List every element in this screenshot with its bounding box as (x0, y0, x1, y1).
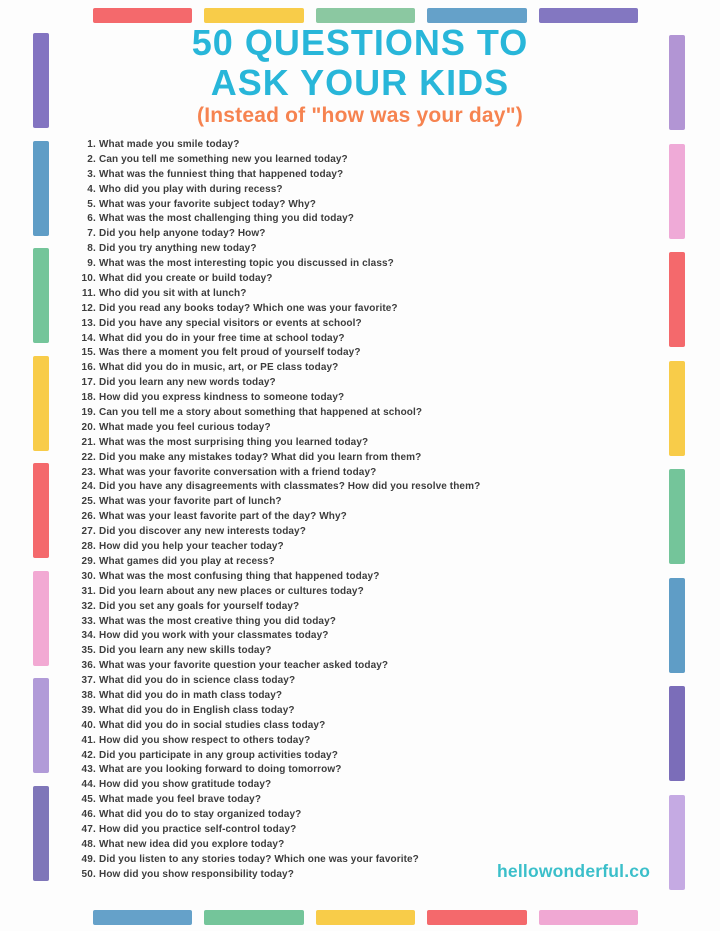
question-number: 9. (87, 258, 96, 270)
question-text: Did you learn about any new places or cultures today? (99, 585, 364, 597)
question-text: What games did you play at recess? (99, 555, 275, 567)
border-bar (316, 910, 415, 925)
list-item (70, 184, 650, 199)
question-number: 10. (81, 273, 96, 285)
border-block (669, 578, 685, 673)
list-item (70, 347, 650, 362)
list-item (70, 720, 650, 735)
question-text: Did you try anything new today? (99, 243, 257, 255)
question-text: Did you have any special visitors or events at school? (99, 317, 362, 329)
question-number: 28. (81, 541, 96, 553)
question-number: 8. (87, 243, 96, 255)
border-bar (539, 910, 638, 925)
question-text: Who did you sit with at lunch? (99, 287, 247, 299)
question-number: 22. (81, 451, 96, 463)
border-block (669, 469, 685, 564)
question-text: Did you set any goals for yourself today? (99, 600, 300, 612)
list-item (70, 481, 650, 496)
question-number: 36. (81, 660, 96, 672)
question-number: 42. (81, 749, 96, 761)
question-text: What was the funniest thing that happened today? (99, 168, 344, 180)
question-text: Did you discover any new interests today? (99, 526, 306, 538)
list-item (70, 228, 650, 243)
question-number: 49. (81, 853, 96, 865)
list-item (70, 735, 650, 750)
list-item (70, 630, 650, 645)
left-border-blocks (33, 33, 49, 881)
question-text: How did you express kindness to someone today? (99, 392, 345, 404)
question-number: 39. (81, 704, 96, 716)
question-number: 7. (87, 228, 96, 240)
list-item (70, 705, 650, 720)
list-item (70, 169, 650, 184)
border-bar (93, 8, 192, 23)
question-number: 38. (81, 689, 96, 701)
question-number: 17. (81, 377, 96, 389)
question-text: How did you work with your classmates today? (99, 630, 329, 642)
question-text: Did you help anyone today? How? (99, 228, 266, 240)
question-text: How did you help your teacher today? (99, 541, 284, 553)
question-number: 18. (81, 392, 96, 404)
right-border-blocks (669, 35, 685, 890)
question-number: 31. (81, 585, 96, 597)
question-text: Did you read any books today? Which one was your favorite? (99, 302, 398, 314)
question-text: How did you show gratitude today? (99, 779, 272, 791)
question-number: 24. (81, 481, 96, 493)
question-number: 11. (82, 287, 96, 299)
list-item (70, 213, 650, 228)
list-item (70, 467, 650, 482)
question-text: What did you do in English class today? (99, 704, 295, 716)
question-text: How did you show responsibility today? (99, 868, 294, 880)
page-subtitle: (Instead of "how was your day") (197, 104, 523, 127)
question-text: What are you looking forward to doing tomorrow? (99, 764, 342, 776)
question-text: How did you show respect to others today? (99, 734, 311, 746)
page-title (0, 23, 720, 103)
question-number: 3. (87, 168, 96, 180)
question-number: 26. (81, 511, 96, 523)
list-item (70, 660, 650, 675)
question-number: 2. (87, 153, 96, 165)
question-text: What made you smile today? (99, 139, 240, 150)
border-bar (204, 8, 303, 23)
border-bar (316, 8, 415, 23)
question-text: Did you participate in any group activities today? (99, 749, 338, 761)
question-number: 47. (81, 823, 96, 835)
page-title-line-2: ASK YOUR KIDS (210, 62, 510, 103)
list-item (70, 407, 650, 422)
list-item (70, 779, 650, 794)
list-item (70, 333, 650, 348)
question-text: What was your favorite part of lunch? (99, 496, 282, 508)
question-number: 6. (87, 213, 96, 225)
question-number: 12. (81, 302, 96, 314)
question-text: What was the most surprising thing you learned today? (99, 436, 369, 448)
list-item (70, 496, 650, 511)
list-item (70, 839, 650, 854)
question-number: 23. (81, 466, 96, 478)
question-list (70, 139, 650, 884)
list-item (70, 511, 650, 526)
list-item (70, 601, 650, 616)
question-text: Was there a moment you felt proud of yourself today? (99, 347, 361, 359)
question-number: 13. (81, 317, 96, 329)
border-block (669, 144, 685, 239)
list-item (70, 377, 650, 392)
list-item (70, 199, 650, 214)
question-text: What made you feel brave today? (99, 794, 262, 806)
question-text: What was your favorite subject today? Why? (99, 198, 317, 210)
list-item (70, 690, 650, 705)
list-item (70, 809, 650, 824)
question-number: 34. (81, 630, 96, 642)
question-text: What was the most interesting topic you discussed in class? (99, 258, 394, 270)
list-item (70, 571, 650, 586)
bottom-border-bars (93, 910, 638, 925)
list-item (70, 526, 650, 541)
question-number: 50. (81, 868, 96, 880)
question-number: 48. (81, 838, 96, 850)
question-text: What was your favorite question your teacher asked today? (99, 660, 389, 672)
list-item (70, 586, 650, 601)
list-item (70, 616, 650, 631)
border-block (33, 678, 49, 773)
question-number: 19. (81, 407, 96, 419)
question-number: 16. (81, 362, 96, 374)
question-text: What was the most confusing thing that happened today? (99, 570, 380, 582)
list-item (70, 541, 650, 556)
border-block (33, 571, 49, 666)
question-number: 43. (81, 764, 96, 776)
question-number: 41. (81, 734, 96, 746)
question-number: 35. (81, 645, 96, 657)
question-text: Did you learn any new words today? (99, 377, 276, 389)
question-number: 1. (87, 139, 96, 150)
question-text: Did you make any mistakes today? What did you learn from them? (99, 451, 422, 463)
question-number: 21. (81, 436, 96, 448)
border-block (669, 361, 685, 456)
question-number: 33. (81, 615, 96, 627)
list-item (70, 645, 650, 660)
question-number: 37. (81, 675, 96, 687)
list-item (70, 273, 650, 288)
border-block (669, 252, 685, 347)
question-text: What made you feel curious today? (99, 421, 271, 433)
question-text: Did you listen to any stories today? Which one was your favorite? (99, 853, 419, 865)
border-bar (539, 8, 638, 23)
list-item (70, 675, 650, 690)
list-item (70, 318, 650, 333)
border-bar (427, 910, 526, 925)
question-text: Can you tell me a story about something that happened at school? (99, 407, 423, 419)
list-item (70, 452, 650, 467)
list-item (70, 750, 650, 765)
list-item (70, 258, 650, 273)
question-text: What did you do to stay organized today? (99, 809, 302, 821)
list-item (70, 794, 650, 809)
list-item (70, 422, 650, 437)
question-number: 5. (87, 198, 96, 210)
question-text: Did you learn any new skills today? (99, 645, 272, 657)
question-text: What did you do in science class today? (99, 675, 296, 687)
question-text: How did you practice self-control today? (99, 823, 297, 835)
border-block (33, 248, 49, 343)
question-number: 46. (81, 809, 96, 821)
question-number: 32. (81, 600, 96, 612)
border-bar (427, 8, 526, 23)
question-number: 14. (81, 332, 96, 344)
border-block (33, 356, 49, 451)
list-item (70, 243, 650, 258)
border-bar (93, 910, 192, 925)
border-block (33, 463, 49, 558)
question-number: 27. (81, 526, 96, 538)
question-text: What was the most creative thing you did today? (99, 615, 336, 627)
list-item (70, 764, 650, 779)
question-text: Can you tell me something new you learned today? (99, 153, 348, 165)
question-number: 45. (81, 794, 96, 806)
question-text: What was your least favorite part of the day? Why? (99, 511, 347, 523)
list-item (70, 437, 650, 452)
question-text: What did you do in math class today? (99, 689, 283, 701)
question-text: What was the most challenging thing you did today? (99, 213, 355, 225)
question-text: Who did you play with during recess? (99, 183, 283, 195)
border-block (33, 141, 49, 236)
list-item (70, 392, 650, 407)
list-item (70, 824, 650, 839)
question-text: What did you do in your free time at school today? (99, 332, 345, 344)
list-item (70, 362, 650, 377)
list-item (70, 154, 650, 169)
question-number: 29. (81, 555, 96, 567)
question-text: What new idea did you explore today? (99, 838, 285, 850)
list-item (70, 139, 650, 154)
question-number: 25. (81, 496, 96, 508)
border-bar (204, 910, 303, 925)
question-number: 15. (81, 347, 96, 359)
question-number: 30. (81, 570, 96, 582)
list-item (70, 288, 650, 303)
watermark-link: hellowonderful.co (497, 861, 651, 881)
question-number: 4. (87, 183, 96, 195)
question-text: Did you have any disagreements with classmates? How did you resolve them? (99, 481, 481, 493)
question-number: 40. (81, 719, 96, 731)
question-text: What was your favorite conversation with a friend today? (99, 466, 377, 478)
list-item (70, 556, 650, 571)
question-text: What did you do in music, art, or PE class today? (99, 362, 339, 374)
question-number: 44. (81, 779, 96, 791)
border-block (33, 786, 49, 881)
page-title-line-1: 50 QUESTIONS TO (191, 22, 529, 63)
question-text: What did you create or build today? (99, 273, 273, 285)
question-text: What did you do in social studies class today? (99, 719, 326, 731)
border-block (669, 686, 685, 781)
border-block (669, 795, 685, 890)
question-number: 20. (81, 421, 96, 433)
list-item (70, 303, 650, 318)
top-border-bars (93, 8, 638, 23)
